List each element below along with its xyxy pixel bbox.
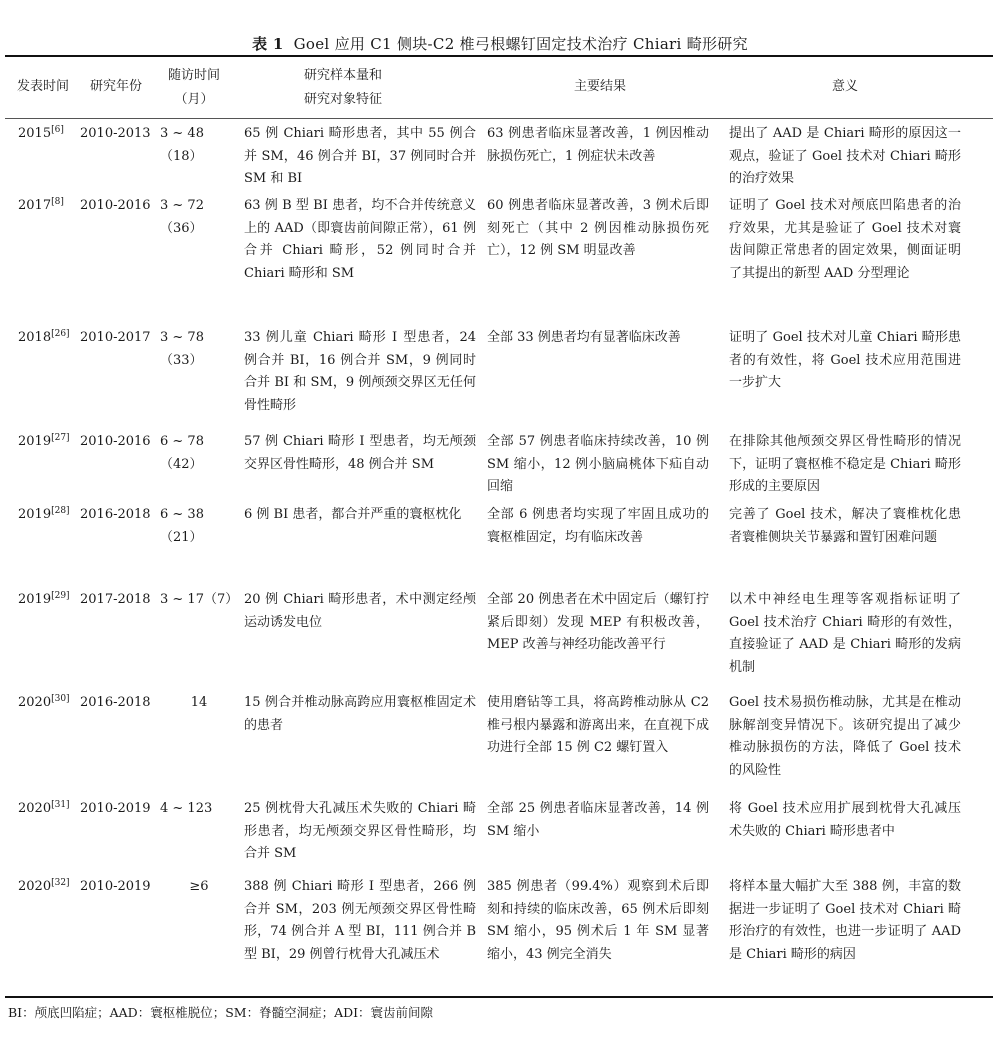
followup-cell: 3 ~ 78（33） bbox=[160, 330, 204, 368]
result-cell: 60 例患者临床显著改善，3 例术后即刻死亡（其中 2 例因椎动脉损伤死亡），12 例 SM 明显改善 bbox=[487, 198, 709, 258]
study-years-cell: 2016-2018 bbox=[80, 695, 151, 710]
study-years-cell: 2010-2016 bbox=[80, 198, 151, 213]
header-followup-line2: （月） bbox=[174, 92, 214, 107]
pub-year: 2017 bbox=[18, 198, 52, 213]
study-years-cell: 2010-2017 bbox=[80, 330, 151, 345]
pub-year-cell bbox=[18, 798, 82, 821]
reference-marker: [26] bbox=[51, 329, 70, 339]
pub-year-cell bbox=[18, 589, 82, 612]
pub-year-cell bbox=[18, 327, 82, 350]
header-sample bbox=[304, 64, 382, 112]
study-years-cell: 2010-2013 bbox=[80, 126, 151, 141]
followup-cell: 14 bbox=[190, 695, 208, 710]
result-cell: 全部 20 例患者在术中固定后（螺钉拧紧后即刻）发现 MEP 有积极改善，MEP 改善与神经功能改善平行 bbox=[487, 592, 709, 652]
sample-cell: 6 例 BI 患者，都合并严重的寰枢枕化 bbox=[244, 507, 462, 522]
sample-cell: 65 例 Chiari 畸形患者，其中 55 例合并 SM，46 例合并 BI，37 例同时合并 SM 和 BI bbox=[244, 126, 476, 186]
table-title: Goel 应用 C1 侧块-C2 椎弓根螺钉固定技术治疗 Chiari 畸形研究 bbox=[293, 35, 748, 53]
header-results: 主要结果 bbox=[573, 79, 626, 94]
significance-cell: 证明了 Goel 技术对颅底凹陷患者的治疗效果，尤其是验证了 Goel 技术对寰齿间隙正常患者的固定效果，侧面证明了其提出的新型 AAD 分型理论 bbox=[729, 198, 961, 281]
sample-cell: 15 例合并椎动脉高跨应用寰枢椎固定术的患者 bbox=[244, 695, 476, 733]
result-cell: 385 例患者（99.4%）观察到术后即刻和持续的临床改善，65 例术后即刻 SM 缩小，95 例术后 1 年 SM 显著缩小，43 例完全消失 bbox=[487, 879, 709, 962]
significance-cell: Goel 技术易损伤椎动脉，尤其是在椎动脉解剖变异情况下。该研究提出了减少椎动脉损伤的方法，降低了 Goel 技术的风险性 bbox=[729, 695, 961, 778]
followup-cell: 4 ~ 123 bbox=[160, 801, 213, 816]
top-rule bbox=[5, 55, 993, 57]
pub-year: 2019 bbox=[18, 507, 52, 522]
result-cell: 全部 6 例患者均实现了牢固且成功的寰枢椎固定，均有临床改善 bbox=[487, 507, 709, 545]
followup-cell: 3 ~ 72（36） bbox=[160, 198, 204, 236]
significance-cell: 证明了 Goel 技术对儿童 Chiari 畸形患者的有效性，将 Goel 技术应用范围进一步扩大 bbox=[729, 330, 961, 390]
reference-marker: [31] bbox=[51, 800, 70, 810]
followup-cell: ≥6 bbox=[189, 879, 209, 894]
reference-marker: [30] bbox=[51, 694, 70, 704]
significance-cell: 以术中神经电生理等客观指标证明了 Goel 技术治疗 Chiari 畸形的有效性，直接验证了 AAD 是 Chiari 畸形的发病机制 bbox=[729, 592, 961, 675]
study-years-cell: 2010-2016 bbox=[80, 434, 151, 449]
header-significance: 意义 bbox=[831, 79, 858, 94]
followup-cell: 3 ~ 48（18） bbox=[160, 126, 204, 164]
significance-cell: 将样本量大幅扩大至 388 例，丰富的数据进一步证明了 Goel 技术对 Chiari 畸形治疗的有效性，也进一步证明了 AAD 是 Chiari 畸形的病因 bbox=[729, 879, 961, 962]
result-cell: 63 例患者临床显著改善，1 例因椎动脉损伤死亡，1 例症状未改善 bbox=[487, 126, 709, 164]
reference-marker: [27] bbox=[51, 433, 70, 443]
study-years-cell: 2010-2019 bbox=[80, 801, 151, 816]
sample-cell: 388 例 Chiari 畸形 Ⅰ 型患者，266 例合并 SM，203 例无颅颈交界区骨性畸形，74 例合并 A 型 BI，111 例合并 B 型 BI，29 例曾行枕骨大孔减压术 bbox=[244, 879, 476, 962]
table-label: 表 1 bbox=[252, 35, 284, 53]
pub-year-cell bbox=[18, 876, 82, 899]
result-cell: 全部 57 例患者临床持续改善，10 例 SM 缩小，12 例小脑扁桃体下疝自动回缩 bbox=[487, 434, 709, 494]
pub-year-cell bbox=[18, 123, 82, 146]
sample-cell: 57 例 Chiari 畸形 Ⅰ 型患者，均无颅颈交界区骨性畸形，48 例合并 SM bbox=[244, 434, 476, 472]
followup-cell: 3 ~ 17（7） bbox=[160, 592, 239, 607]
header-followup-line1: 随访时间 bbox=[167, 68, 220, 83]
reference-marker: [32] bbox=[51, 878, 70, 888]
table-caption bbox=[0, 33, 1000, 54]
header-followup bbox=[156, 64, 232, 112]
pub-year-cell bbox=[18, 431, 82, 454]
header-sample-line1: 研究样本量和 bbox=[304, 68, 383, 83]
pub-year-cell bbox=[18, 504, 82, 527]
reference-marker: [8] bbox=[51, 197, 64, 207]
significance-cell: 完善了 Goel 技术，解决了寰椎枕化患者寰椎侧块关节暴露和置钉困难问题 bbox=[729, 507, 961, 545]
pub-year: 2019 bbox=[18, 592, 52, 607]
study-years-cell: 2016-2018 bbox=[80, 507, 151, 522]
pub-year: 2015 bbox=[18, 126, 52, 141]
pub-year-cell bbox=[18, 692, 82, 715]
pub-year: 2020 bbox=[18, 879, 52, 894]
study-years-cell: 2010-2019 bbox=[80, 879, 151, 894]
reference-marker: [6] bbox=[51, 125, 64, 135]
pub-year: 2018 bbox=[18, 330, 52, 345]
header-rule bbox=[5, 118, 993, 119]
sample-cell: 33 例儿童 Chiari 畸形 Ⅰ 型患者，24 例合并 BI，16 例合并 SM，9 例同时合并 BI 和 SM，9 例颅颈交界区无任何骨性畸形 bbox=[244, 330, 476, 413]
pub-year: 2020 bbox=[18, 801, 52, 816]
reference-marker: [28] bbox=[51, 506, 70, 516]
table-footnote: BI：颅底凹陷症；AAD：寰枢椎脱位；SM：脊髓空洞症；ADI：寰齿前间隙 bbox=[8, 1005, 434, 1020]
followup-cell: 6 ~ 78（42） bbox=[160, 434, 204, 472]
followup-cell: 6 ~ 38（21） bbox=[160, 507, 204, 545]
significance-cell: 提出了 AAD 是 Chiari 畸形的原因这一观点，验证了 Goel 技术对 Chiari 畸形的治疗效果 bbox=[729, 126, 961, 186]
pub-year: 2019 bbox=[18, 434, 52, 449]
header-pub-year: 发表时间 bbox=[16, 79, 69, 94]
result-cell: 使用磨钻等工具，将高跨椎动脉从 C2 椎弓根内暴露和游离出来，在直视下成功进行全部 15 例 C2 螺钉置入 bbox=[487, 695, 709, 755]
study-years-cell: 2017-2018 bbox=[80, 592, 151, 607]
pub-year: 2020 bbox=[18, 695, 52, 710]
pub-year-cell bbox=[18, 195, 82, 218]
result-cell: 全部 33 例患者均有显著临床改善 bbox=[487, 330, 681, 345]
reference-marker: [29] bbox=[51, 591, 70, 601]
header-sample-line2: 研究对象特征 bbox=[304, 92, 383, 107]
significance-cell: 在排除其他颅颈交界区骨性畸形的情况下，证明了寰枢椎不稳定是 Chiari 畸形形成的主要原因 bbox=[729, 434, 961, 494]
sample-cell: 63 例 B 型 BI 患者，均不合并传统意义上的 AAD（即寰齿前间隙正常），61 例合并 Chiari 畸形，52 例同时合并 Chiari 畸形和 SM bbox=[244, 198, 476, 281]
result-cell: 全部 25 例患者临床显著改善，14 例 SM 缩小 bbox=[487, 801, 709, 839]
bottom-rule bbox=[5, 996, 993, 998]
sample-cell: 25 例枕骨大孔减压术失败的 Chiari 畸形患者，均无颅颈交界区骨性畸形，均合并 SM bbox=[244, 801, 476, 861]
significance-cell: 将 Goel 技术应用扩展到枕骨大孔减压术失败的 Chiari 畸形患者中 bbox=[729, 801, 961, 839]
sample-cell: 20 例 Chiari 畸形患者，术中测定经颅运动诱发电位 bbox=[244, 592, 476, 630]
header-study-years: 研究年份 bbox=[89, 79, 142, 94]
